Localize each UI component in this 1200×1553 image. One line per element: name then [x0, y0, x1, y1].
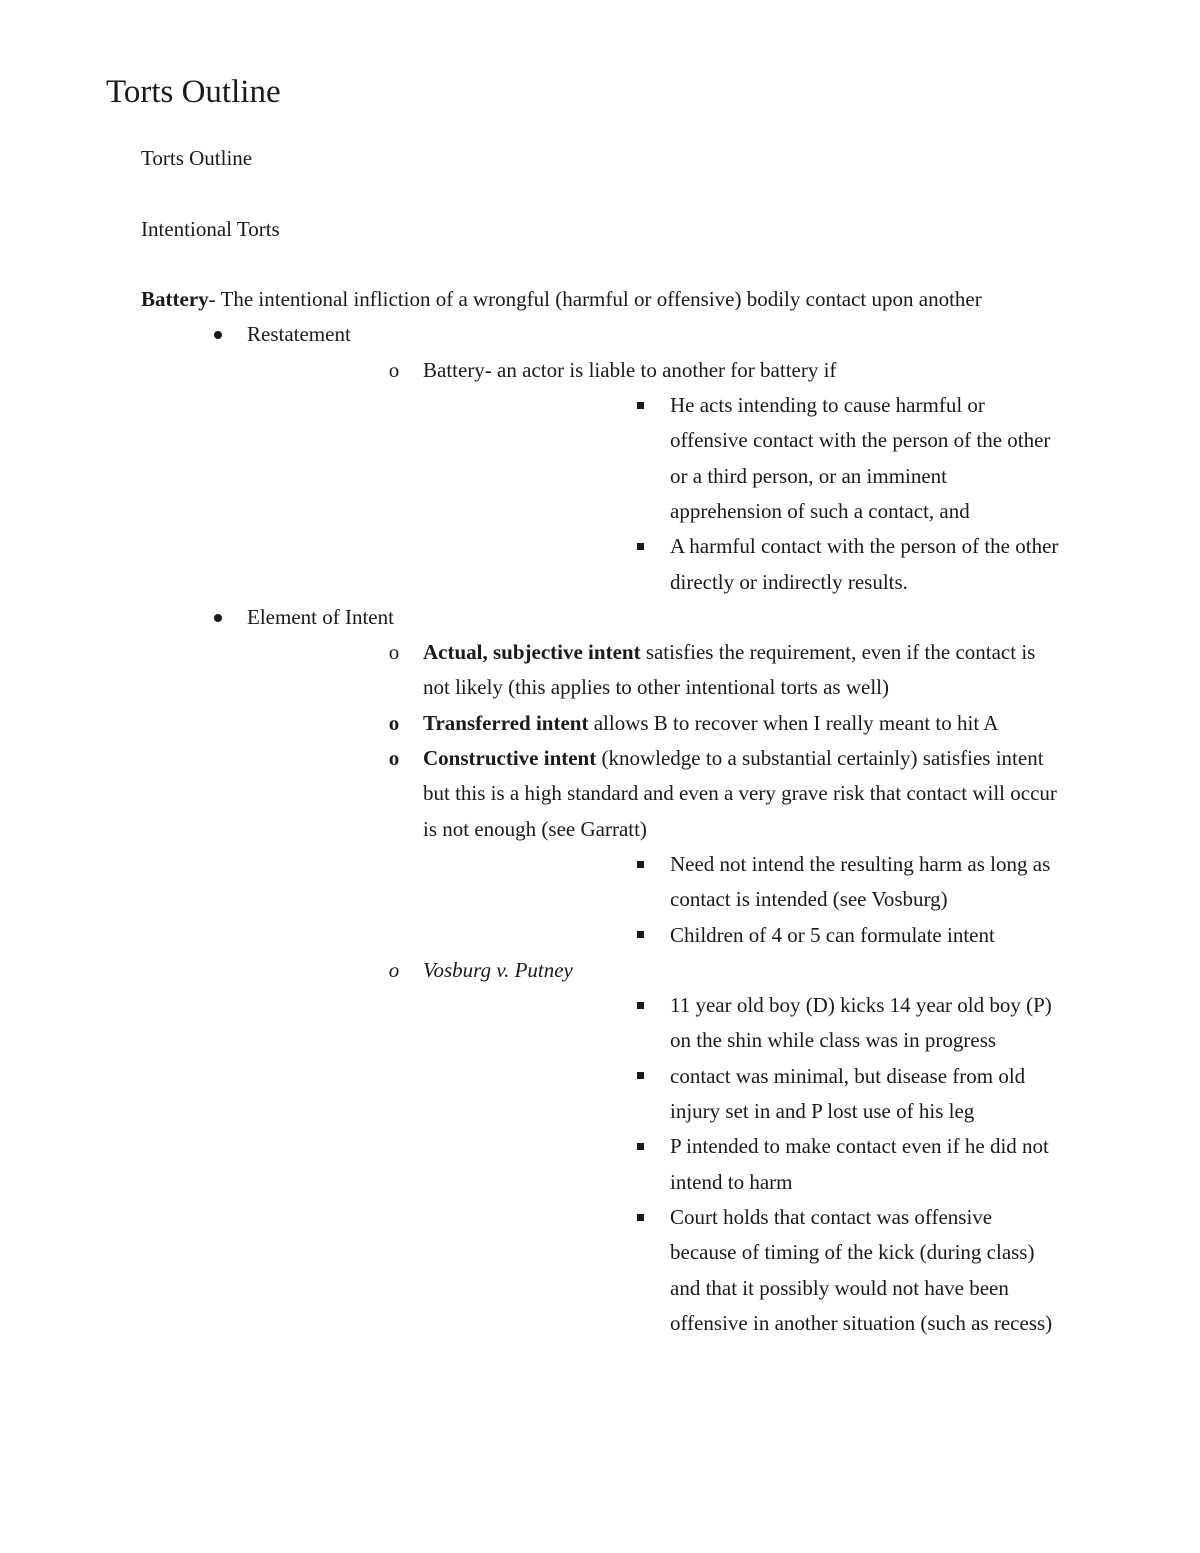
transferred-intent-term: Transferred intent: [423, 710, 589, 735]
square-bullet-icon: [633, 988, 647, 1023]
case-name: Vosburg v. Putney: [423, 957, 573, 982]
restatement-label: Restatement: [247, 322, 351, 347]
document-body: [141, 141, 1061, 1341]
list-item: [423, 1200, 1061, 1341]
outline-list: [141, 317, 1061, 1341]
circle-bullet-icon: o: [388, 357, 400, 382]
list-item: [423, 847, 1061, 918]
battery-definition-paragraph: [141, 282, 1061, 317]
list-item-constructive-intent: [247, 741, 1061, 953]
case-subitem-text: Court holds that contact was offensive because of timing of the kick (during class) and that it possibly would not have been offensive in another situation (such as recess): [670, 1204, 1053, 1335]
case-subitem-text: 11 year old boy (D) kicks 14 year old boy (P) on the shin while class was in progress: [670, 993, 1052, 1053]
restatement-subitem-text: He acts intending to cause harmful or offensive contact with the person of the other or a third person, or an imminent apprehension of such a contact, and: [670, 393, 1051, 523]
list-item-vosburg-case: [247, 953, 1061, 1341]
square-bullet-icon: [633, 1059, 647, 1094]
square-bullet-icon: [633, 1200, 647, 1235]
battery-term: Battery: [141, 287, 209, 312]
restatement-subitem-text: A harmful contact with the person of the other directly or indirectly results.: [670, 534, 1059, 594]
transferred-intent-text: allows B to recover when I really meant to hit A: [588, 710, 999, 735]
list-item: [423, 529, 1061, 600]
circle-bullet-icon: o: [388, 746, 400, 771]
section-heading: Intentional Torts: [141, 216, 280, 241]
circle-bullet-icon: o: [388, 640, 400, 665]
battery-definition: - The intentional infliction of a wrongful (harmful or offensive) bodily contact upon another: [208, 287, 982, 312]
circle-bullet-icon: o: [388, 710, 400, 735]
bullet-dot-icon: [211, 317, 225, 352]
circle-bullet-icon: o: [388, 957, 400, 982]
actual-intent-text: satisfies the requirement, even if the contact is not likely (this applies to other intentional torts as well): [423, 640, 1036, 700]
document-subtitle: Torts Outline: [141, 146, 253, 170]
list-item: [423, 1129, 1061, 1200]
intent-label: Element of Intent: [247, 604, 394, 629]
case-subitem-text: P intended to make contact even if he did not intend to harm: [670, 1134, 1049, 1194]
list-item: [423, 988, 1061, 1059]
constructive-intent-term: Constructive intent: [423, 746, 597, 771]
list-item-actual-intent: [247, 635, 1061, 706]
constructive-subitem-text: Children of 4 or 5 can formulate intent: [670, 922, 995, 947]
list-item: [423, 388, 1061, 529]
constructive-subitem-text: Need not intend the resulting harm as long as contact is intended (see Vosburg): [670, 851, 1051, 912]
square-bullet-icon: [633, 918, 647, 953]
square-bullet-icon: [633, 1129, 647, 1164]
square-bullet-icon: [633, 529, 647, 564]
restatement-battery-text: Battery- an actor is liable to another for battery if: [423, 357, 837, 382]
page-title: Torts Outline: [106, 74, 281, 110]
list-item: [423, 1059, 1061, 1130]
list-item-restatement: [141, 317, 1061, 599]
list-item-restatement-battery: [247, 353, 1061, 600]
list-item-element-of-intent: [141, 600, 1061, 1341]
list-item: [423, 918, 1061, 953]
list-item-transferred-intent: [247, 706, 1061, 741]
bullet-dot-icon: [211, 600, 225, 635]
case-subitem-text: contact was minimal, but disease from old injury set in and P lost use of his leg: [670, 1063, 1026, 1124]
actual-intent-term: Actual, subjective intent: [423, 640, 641, 665]
constructive-intent-text: (knowledge to a substantial certainly) satisfies intent but this is a high standard and even a very grave risk that contact will occur is not enough (see Garratt): [423, 746, 1057, 841]
square-bullet-icon: [633, 388, 647, 423]
square-bullet-icon: [633, 847, 647, 882]
